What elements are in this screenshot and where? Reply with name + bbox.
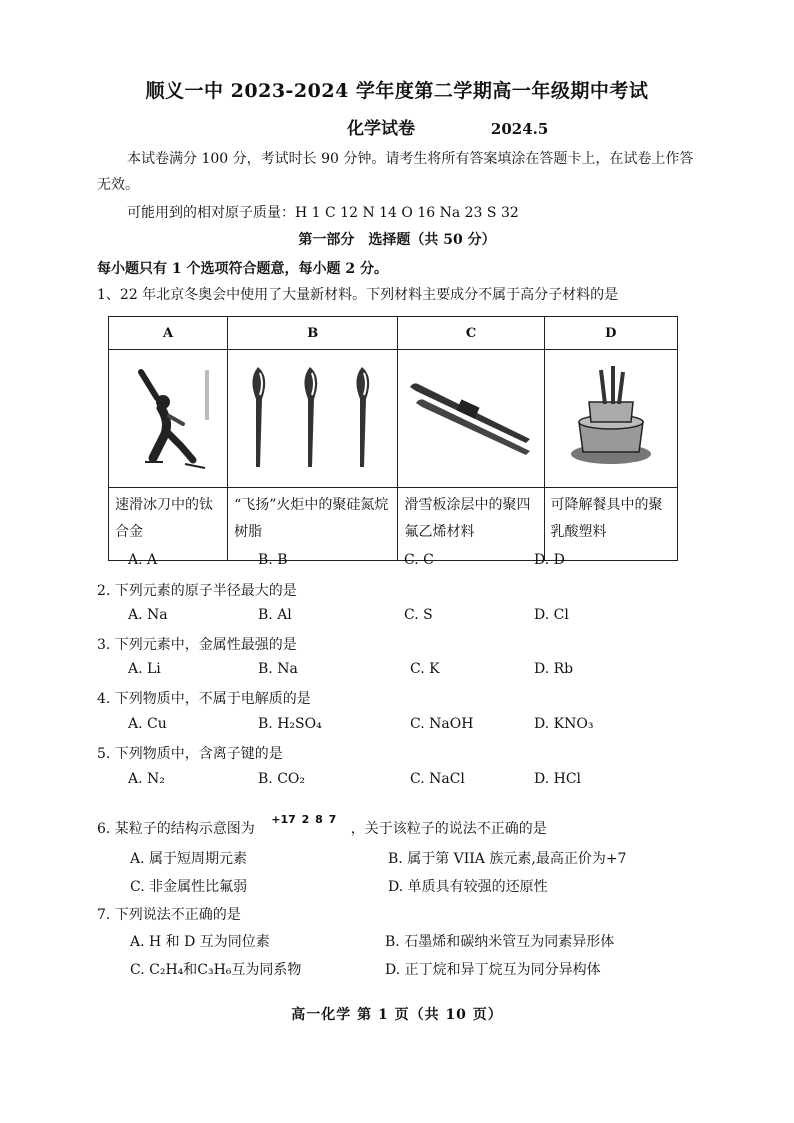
option[interactable]: B. H₂SO₄: [258, 716, 322, 732]
option[interactable]: B. 属于第 VIIA 族元素,最高正价为+7: [388, 851, 627, 867]
option[interactable]: A. A: [128, 552, 158, 568]
option[interactable]: A. H 和 D 互为同位素: [130, 934, 270, 950]
option[interactable]: A. N₂: [128, 771, 165, 787]
q1-col-head: A: [109, 317, 228, 350]
option[interactable]: B. Al: [258, 607, 292, 623]
option[interactable]: B. Na: [258, 661, 298, 677]
option[interactable]: D. HCl: [534, 771, 582, 787]
exam-title: 顺义一中 2023-2024 学年度第二学期高一年级期中考试: [145, 80, 649, 102]
option[interactable]: D. 正丁烷和异丁烷互为同分异构体: [385, 962, 601, 978]
q5-stem: 5. 下列物质中，含离子键的是: [97, 746, 283, 762]
q1-caption: 可降解餐具中的聚乳酸塑料: [544, 488, 677, 561]
option[interactable]: B. CO₂: [258, 771, 305, 787]
q1-col-head: D: [544, 317, 677, 350]
option[interactable]: D. Cl: [534, 607, 569, 623]
option[interactable]: D. D: [534, 552, 565, 568]
option[interactable]: B. B: [258, 552, 288, 568]
q1-stem: 1、22 年北京冬奥会中使用了大量新材料。下列材料主要成分不属于高分子材料的是: [97, 287, 619, 303]
atom-structure-diagram: +17 2 8 7: [271, 813, 337, 826]
option[interactable]: C. C: [404, 552, 434, 568]
option[interactable]: D. 单质具有较强的还原性: [388, 879, 548, 895]
q1-caption: “飞扬”火炬中的聚硅氮烷树脂: [228, 488, 398, 561]
option[interactable]: C. C₂H₄和C₃H₆互为同系物: [130, 962, 302, 978]
option[interactable]: A. 属于短周期元素: [130, 851, 248, 867]
page-footer: 高一化学 第 1 页（共 10 页）: [291, 1007, 503, 1023]
exam-subject: [347, 114, 548, 139]
subject-label: 化学试卷: [347, 119, 415, 139]
option[interactable]: A. Li: [128, 661, 161, 677]
option[interactable]: A. Na: [128, 607, 168, 623]
q1-image-cell: [109, 350, 228, 488]
option[interactable]: B. 石墨烯和碳纳米管互为同素异形体: [385, 934, 615, 950]
q1-image-cell: [228, 350, 398, 488]
option[interactable]: D. Rb: [534, 661, 574, 677]
section-title: 第一部分 选择题（共 50 分）: [298, 232, 496, 248]
q3-stem: 3. 下列元素中，金属性最强的是: [97, 637, 297, 653]
q1-col-head: C: [398, 317, 544, 350]
ski-icon: [406, 377, 536, 457]
option[interactable]: C. S: [404, 607, 433, 623]
q7-stem: 7. 下列说法不正确的是: [97, 907, 241, 923]
option[interactable]: A. Cu: [128, 716, 167, 732]
section-instruction: 每小题只有 1 个选项符合题意，每小题 2 分。: [97, 261, 388, 277]
q1-col-head: B: [228, 317, 398, 350]
option[interactable]: C. NaOH: [410, 716, 474, 732]
option[interactable]: C. NaCl: [410, 771, 465, 787]
q6-stem-b: ，关于该粒子的说法不正确的是: [350, 821, 547, 837]
speed-skater-icon: [123, 362, 213, 472]
q4-stem: 4. 下列物质中，不属于电解质的是: [97, 691, 311, 707]
q1-image-cell: [398, 350, 544, 488]
q2-stem: 2. 下列元素的原子半径最大的是: [97, 583, 297, 599]
tableware-icon: [561, 362, 661, 472]
q6-stem-a: 6. 某粒子的结构示意图为: [97, 821, 255, 837]
q1-image-cell: [544, 350, 677, 488]
exam-date: 2024.5: [490, 120, 549, 138]
option[interactable]: D. KNO₃: [534, 716, 594, 732]
exam-instructions: 本试卷满分 100 分，考试时长 90 分钟。请考生将所有答案填涂在答题卡上，在试卷上作答无效。: [97, 151, 694, 193]
q6-stem: [97, 813, 547, 838]
torch-icon: [238, 359, 388, 474]
q1-caption: 滑雪板涂层中的聚四氟乙烯材料: [398, 488, 544, 561]
option[interactable]: C. K: [410, 661, 440, 677]
option[interactable]: C. 非金属性比氟弱: [130, 879, 248, 895]
atomic-masses: 可能用到的相对原子质量：H 1 C 12 N 14 O 16 Na 23 S 32: [127, 205, 519, 221]
q1-table: [108, 316, 678, 561]
q1-caption: 速滑冰刀中的钛合金: [109, 488, 228, 561]
